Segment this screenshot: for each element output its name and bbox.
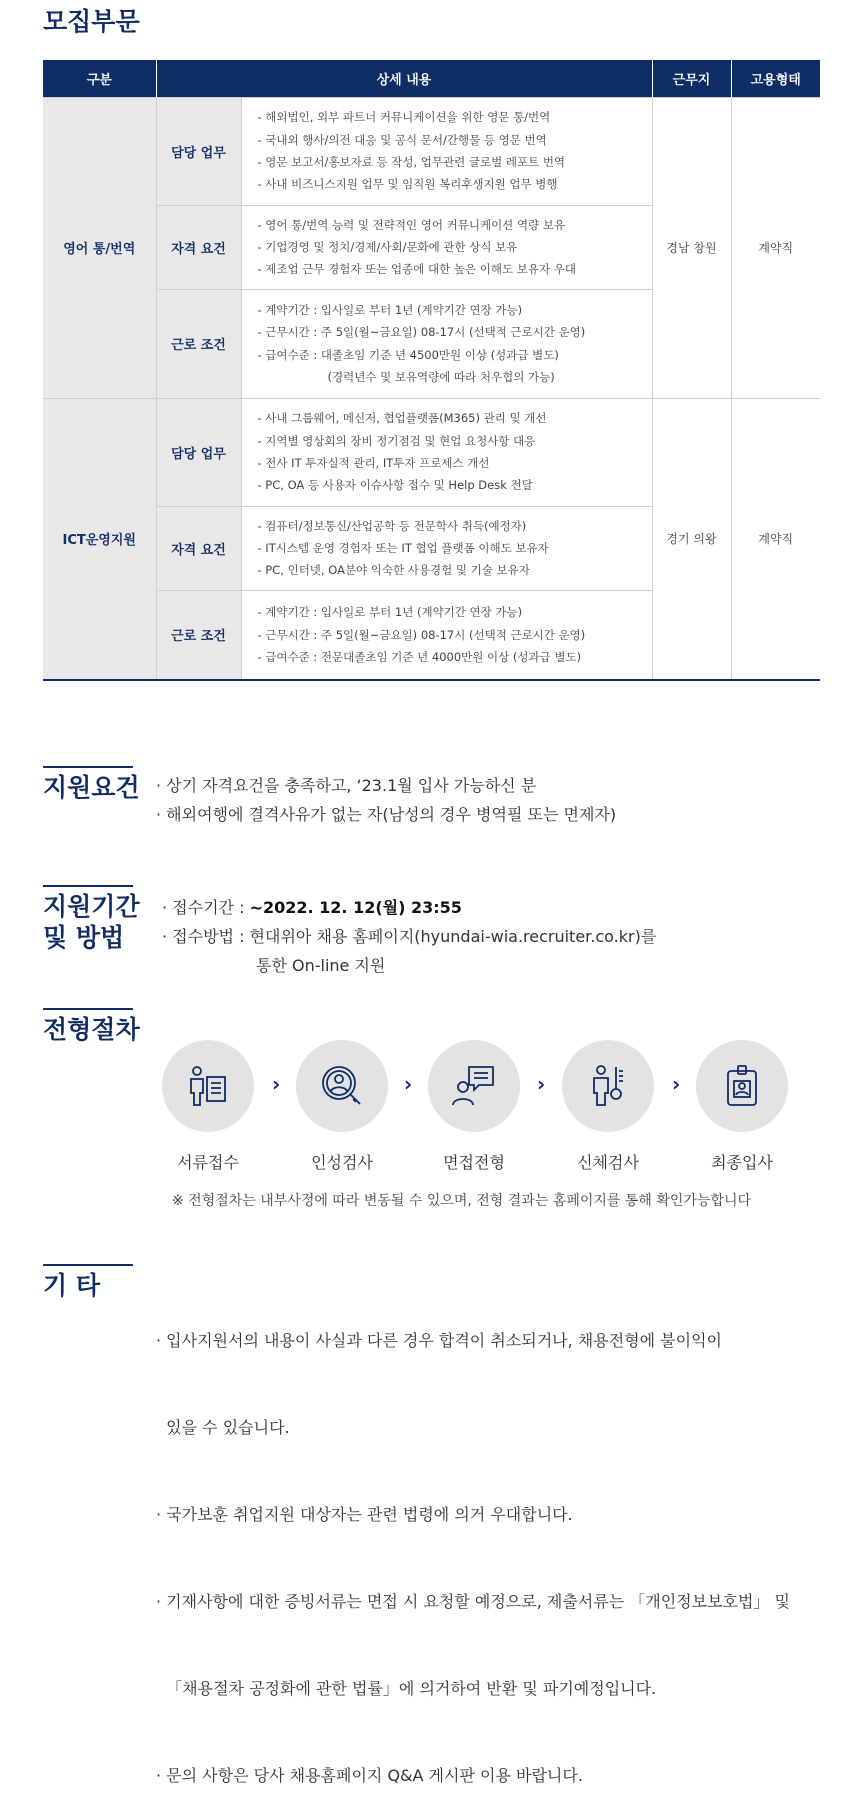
- step-final: 최종입사: [696, 1040, 788, 1173]
- chevron-right-icon: ›: [537, 1072, 546, 1096]
- recruit-table: [43, 60, 820, 681]
- row-description: - 영어 통/번역 능력 및 전략적인 영어 커뮤니케이션 역량 보유 - 기업경영 및 정치/경제/사회/문화에 관한 상식 보유 - 제조업 근무 경험자 또는 업종에 대한 높은 이해도 보유자 우대: [241, 205, 652, 289]
- row-description: - 해외법인, 외부 파트너 커뮤니케이션을 위한 영문 통/번역 - 국내외 행사/의전 대응 및 공식 문서/간행물 등 영문 번역 - 영문 보고서/홍보자료 등 작성, 업무관련 글로벌 레포트 번역 - 사내 비즈니스지원 업무 및 임직원 복리후생지원 업무 병행: [241, 97, 652, 205]
- etc-list: [156, 1268, 790, 1819]
- magnifier-person-icon: [317, 1061, 367, 1111]
- step-interview: 면접전형: [428, 1040, 520, 1173]
- row-label: 근로 조건: [156, 289, 241, 398]
- row-label: 근로 조건: [156, 590, 241, 680]
- document-person-icon: [183, 1061, 233, 1111]
- row-description: - 컴퓨터/정보통신/산업공학 등 전문학사 취득(예정자) - IT시스템 운영 경험자 또는 IT 협업 플랫폼 이해도 보유자 - PC, 인터넷, OA분야 익숙한 사용경험 및 기술 보유자: [241, 506, 652, 590]
- chevron-right-icon: ›: [404, 1072, 413, 1096]
- location-cell: 경기 의왕: [652, 398, 731, 680]
- step-document: 서류접수: [162, 1040, 254, 1173]
- process-steps: [162, 1040, 792, 1180]
- step-medical: 신체검사: [562, 1040, 654, 1173]
- list-item: 있을 수 있습니다.: [156, 1418, 290, 1437]
- list-item: · 문의 사항은 당사 채용홈페이지 Q&A 게시판 이용 바랍니다.: [156, 1766, 583, 1785]
- row-description: - 사내 그룹웨어, 메신저, 협업플랫폼(M365) 관리 및 개선 - 지역별 영상회의 장비 정기점검 및 현업 요청사항 대응 - 전사 IT 투자실적 관리, IT투자 프로세스 개선 - PC, OA 등 사용자 이슈사항 접수 및 Help Desk 전달: [241, 398, 652, 506]
- list-item: · 국가보훈 취업지원 대상자는 관련 법령에 의거 우대합니다.: [156, 1505, 573, 1524]
- apply-method-cont: 통한 On-line 지원: [256, 956, 386, 975]
- recruit-title: 모집부문: [43, 7, 140, 36]
- process-title: 전형절차: [43, 1008, 140, 1045]
- apply-info: [162, 893, 656, 980]
- title-bar: [43, 766, 133, 768]
- header-location: 근무지: [652, 60, 731, 97]
- row-label: 담당 업무: [156, 398, 241, 506]
- table-row: [43, 398, 820, 506]
- table-row: [43, 97, 820, 205]
- title-bar: [43, 1008, 133, 1010]
- list-item: · 상기 자격요건을 충족하고, ‘23.1월 입사 가능하신 분: [156, 776, 537, 795]
- table-header-row: [43, 60, 820, 97]
- etc-title: 기 타: [43, 1264, 133, 1301]
- list-item: 「채용절차 공정화에 관한 법률」에 의거하여 반환 및 파기예정입니다.: [156, 1679, 657, 1698]
- list-item: · 해외여행에 결격사유가 없는 자(남성의 경우 병역필 또는 면제자): [156, 805, 617, 824]
- apply-title: 지원기간 및 방법: [43, 885, 140, 953]
- title-bar: [43, 885, 133, 887]
- process-note: ※ 전형절차는 내부사정에 따라 변동될 수 있으며, 전형 결과는 홈페이지를 통해 확인가능합니다: [172, 1193, 752, 1209]
- chevron-right-icon: ›: [272, 1072, 281, 1096]
- list-item: · 입사지원서의 내용이 사실과 다른 경우 합격이 취소되거나, 채용전형에 불이익이: [156, 1331, 722, 1350]
- employment-cell: 계약직: [731, 97, 820, 398]
- header-category: 구분: [43, 60, 156, 97]
- title-bar: [43, 1264, 133, 1266]
- requirements-list: [156, 771, 616, 829]
- row-description: - 계약기간 : 입사일로 부터 1년 (계약기간 연장 가능) - 근무시간 : 주 5일(월~금요일) 08-17시 (선택적 근로시간 운영) - 급여수준 : 전문대졸초임 기준 년 4000만원 이상 (성과급 별도): [241, 590, 652, 680]
- requirements-title: 지원요건: [43, 766, 140, 803]
- row-label: 자격 요건: [156, 205, 241, 289]
- chevron-right-icon: ›: [672, 1072, 681, 1096]
- id-badge-icon: [717, 1061, 767, 1111]
- interview-speech-icon: [449, 1061, 499, 1111]
- apply-method: · 접수방법 : 현대위아 채용 홈페이지(hyundai-wia.recruiter.co.kr)를: [162, 927, 657, 946]
- header-employment: 고용형태: [731, 60, 820, 97]
- apply-period: · 접수기간 : ~2022. 12. 12(월) 23:55: [162, 898, 462, 917]
- category-cell: ICT운영지원: [43, 398, 156, 680]
- row-label: 담당 업무: [156, 97, 241, 205]
- location-cell: 경남 창원: [652, 97, 731, 398]
- employment-cell: 계약직: [731, 398, 820, 680]
- step-personality: 인성검사: [296, 1040, 388, 1173]
- row-description: - 계약기간 : 입사일로 부터 1년 (계약기간 연장 가능) - 근무시간 : 주 5일(월~금요일) 08-17시 (선택적 근로시간 운영) - 급여수준 : 대졸초임 기준 년 4500만원 이상 (성과급 별도) (경력년수 및 보유역량에 따라 처우협의 가능): [241, 289, 652, 398]
- category-cell: 영어 통/번역: [43, 97, 156, 398]
- thermometer-person-icon: [583, 1061, 633, 1111]
- list-item: · 기재사항에 대한 증빙서류는 면접 시 요청할 예정으로, 제출서류는 「개인정보보호법」 및: [156, 1592, 790, 1611]
- row-label: 자격 요건: [156, 506, 241, 590]
- header-detail: 상세 내용: [156, 60, 652, 97]
